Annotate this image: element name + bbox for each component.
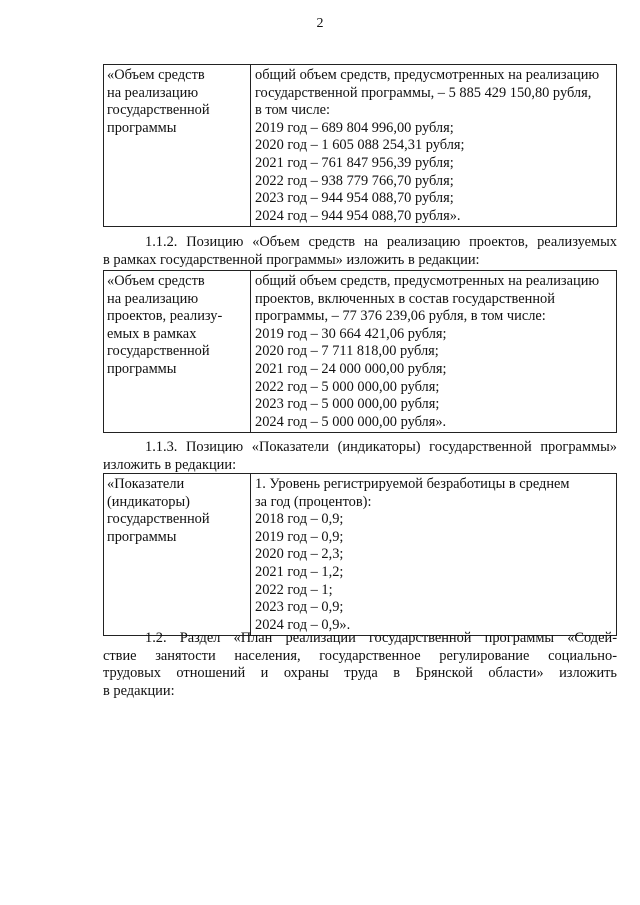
cell-line: общий объем средств, предусмотренных на реализацию <box>255 67 600 83</box>
cell-line: общий объем средств, предусмотренных на реализацию <box>255 273 600 289</box>
table-project-funding <box>103 270 617 433</box>
table-cell-value <box>251 271 617 433</box>
cell-line: 2023 год – 944 954 088,70 рубля; <box>255 190 454 207</box>
cell-line: 2019 год – 0,9; <box>255 528 344 545</box>
cell-line: программы <box>107 119 177 136</box>
paragraph-line: трудовых отношений и охраны труда в Брянской области» изложить <box>103 665 617 682</box>
table-cell-label <box>104 271 251 433</box>
cell-line: государственной <box>107 102 210 119</box>
cell-line: 2024 год – 0,9». <box>255 616 351 633</box>
table-cell-value <box>251 474 617 636</box>
paragraph-line: 1.2. Раздел «План реализации государственной программы «Содей- <box>145 630 617 646</box>
table-cell-label <box>104 65 251 227</box>
cell-line: программы <box>107 528 177 545</box>
cell-line: 2023 год – 5 000 000,00 рубля; <box>255 396 440 413</box>
paragraph-line: ствие занятости населения, государственное регулирование социально- <box>103 647 617 664</box>
cell-line: 2022 год – 938 779 766,70 рубля; <box>255 172 454 189</box>
paragraph-line: в редакции: <box>103 682 175 699</box>
paragraph-line: изложить в редакции: <box>103 456 237 473</box>
cell-line: государственной <box>107 343 210 360</box>
table-funding <box>103 64 617 227</box>
cell-line: 2019 год – 30 664 421,06 рубля; <box>255 325 447 342</box>
paragraph-line: в рамках государственной программы» изложить в редакции: <box>103 251 480 268</box>
cell-line: «Показатели <box>107 476 185 492</box>
cell-line: 2024 год – 944 954 088,70 рубля». <box>255 207 461 224</box>
table-row <box>104 271 617 433</box>
cell-line: «Объем средств <box>107 67 205 83</box>
cell-line: на реализацию <box>107 84 199 101</box>
cell-line: 2023 год – 0,9; <box>255 599 344 616</box>
cell-line: 1. Уровень регистрируемой безработицы в среднем <box>255 476 570 492</box>
cell-line: 2021 год – 1,2; <box>255 563 344 580</box>
cell-line: 2019 год – 689 804 996,00 рубля; <box>255 119 454 136</box>
cell-line: 2020 год – 7 711 818,00 рубля; <box>255 343 439 360</box>
table-cell-value <box>251 65 617 227</box>
cell-line: 2020 год – 1 605 088 254,31 рубля; <box>255 137 465 154</box>
cell-line: 2024 год – 5 000 000,00 рубля». <box>255 413 447 430</box>
table-indicators <box>103 473 617 636</box>
cell-line: 2021 год – 761 847 956,39 рубля; <box>255 154 454 171</box>
cell-line: 2020 год – 2,3; <box>255 546 344 563</box>
cell-line: 2021 год – 24 000 000,00 рубля; <box>255 360 447 377</box>
cell-line: 2018 год – 0,9; <box>255 511 344 528</box>
cell-line: за год (процентов): <box>255 493 372 510</box>
table-cell-label <box>104 474 251 636</box>
cell-line: программы <box>107 360 177 377</box>
cell-line: емых в рамках <box>107 325 197 342</box>
cell-line: 2022 год – 5 000 000,00 рубля; <box>255 378 440 395</box>
paragraph-line: 1.1.3. Позицию «Показатели (индикаторы) государственной программы» <box>145 439 617 455</box>
cell-line: проектов, реализу- <box>107 308 223 325</box>
cell-line: 2022 год – 1; <box>255 581 333 598</box>
paragraph-line: 1.1.2. Позицию «Объем средств на реализацию проектов, реализуемых <box>145 234 617 250</box>
cell-line: в том числе: <box>255 102 331 119</box>
cell-line: программы, – 77 376 239,06 рубля, в том числе: <box>255 308 546 325</box>
cell-line: «Объем средств <box>107 273 205 289</box>
paragraph-1-1-3 <box>103 439 617 474</box>
paragraph-1-1-2 <box>103 234 617 269</box>
cell-line: проектов, включенных в состав государственной <box>255 290 555 307</box>
cell-line: (индикаторы) <box>107 493 190 510</box>
page-number: 2 <box>316 16 324 31</box>
table-row <box>104 65 617 227</box>
cell-line: государственной программы, – 5 885 429 150,80 рубля, <box>255 84 592 101</box>
paragraph-1-2 <box>103 630 617 700</box>
cell-line: государственной <box>107 511 210 528</box>
table-row <box>104 474 617 636</box>
cell-line: на реализацию <box>107 290 199 307</box>
